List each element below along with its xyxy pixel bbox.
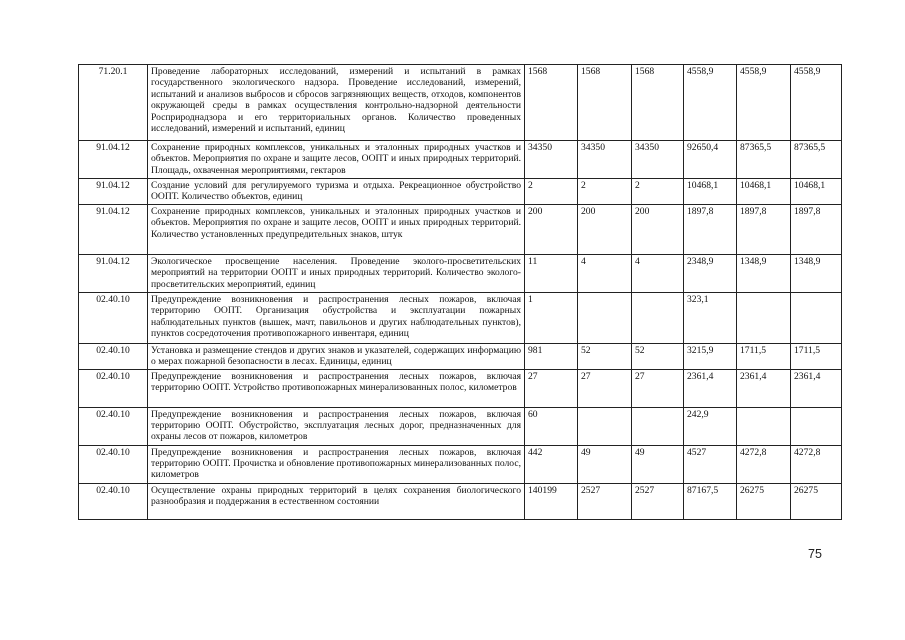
value-cell-4: 3215,9	[684, 343, 737, 369]
value-cell-2: 1568	[578, 65, 632, 141]
value-cell-3: 4	[632, 254, 684, 292]
value-cell-2: 27	[578, 369, 632, 407]
table-row	[79, 65, 842, 141]
value-cell-1: 27	[525, 369, 578, 407]
description-cell: Сохранение природных комплексов, уникальных и эталонных природных участков и объектов. Мероприятия по охране и защите лесов, ООПТ и иных природных территорий. Количество установленных предупредительных знаков, штук	[148, 204, 525, 254]
table-row	[79, 141, 842, 179]
value-cell-5: 2361,4	[737, 369, 791, 407]
okved-code-cell: 02.40.10	[79, 445, 148, 483]
description-cell: Установка и размещение стендов и других знаков и указателей, содержащих информацию о мерах пожарной безопасности в лесах. Единицы, единиц	[148, 343, 525, 369]
description-cell: Предупреждение возникновения и распространения лесных пожаров, включая территорию ООПТ. Организация обустройства и эксплуатации пожарных наблюдательных пунктов (вышек, мачт, павильонов и других наблюдательных пунктов), пунктов сосредоточения противопожарного инвентаря, единиц	[148, 292, 525, 343]
value-cell-6: 1348,9	[791, 254, 842, 292]
okved-code-cell: 02.40.10	[79, 407, 148, 445]
okved-code-cell: 91.04.12	[79, 141, 148, 179]
okved-code-cell: 91.04.12	[79, 254, 148, 292]
table-row	[79, 254, 842, 292]
value-cell-1: 1	[525, 292, 578, 343]
description-cell: Предупреждение возникновения и распространения лесных пожаров, включая территорию ООПТ. Обустройство, эксплуатация лесных дорог, предназначенных для охраны лесов от пожаров, километров	[148, 407, 525, 445]
value-cell-2: 200	[578, 204, 632, 254]
value-cell-3: 27	[632, 369, 684, 407]
description-cell: Создание условий для регулируемого туризма и отдыха. Рекреационное обустройство ООПТ. Количество объектов, единиц	[148, 179, 525, 205]
value-cell-5	[737, 292, 791, 343]
value-cell-5	[737, 407, 791, 445]
table-row	[79, 204, 842, 254]
value-cell-4: 242,9	[684, 407, 737, 445]
value-cell-2: 52	[578, 343, 632, 369]
description-cell: Предупреждение возникновения и распространения лесных пожаров, включая территорию ООПТ. Устройство противопожарных минерализованных полос, километров	[148, 369, 525, 407]
value-cell-1: 981	[525, 343, 578, 369]
table-row	[79, 445, 842, 483]
value-cell-1: 11	[525, 254, 578, 292]
table-row	[79, 369, 842, 407]
value-cell-5: 1897,8	[737, 204, 791, 254]
okved-code-cell: 02.40.10	[79, 343, 148, 369]
value-cell-5: 4558,9	[737, 65, 791, 141]
value-cell-3	[632, 292, 684, 343]
value-cell-3: 52	[632, 343, 684, 369]
table-row	[79, 407, 842, 445]
value-cell-3: 2527	[632, 483, 684, 519]
value-cell-1: 60	[525, 407, 578, 445]
value-cell-6	[791, 292, 842, 343]
description-cell: Осуществление охраны природных территорий в целях сохранения биологического разнообразия и поддержания в естественном состоянии	[148, 483, 525, 519]
value-cell-1: 140199	[525, 483, 578, 519]
table-row	[79, 292, 842, 343]
value-cell-5: 1348,9	[737, 254, 791, 292]
okved-code-cell: 02.40.10	[79, 483, 148, 519]
description-cell: Проведение лабораторных исследований, измерений и испытаний в рамках государственного экологического надзора. Проведение исследований, измерений, испытаний и анализов выбросов и сбросов загрязняющих веществ, отходов, компонентов окружающей среды в рамках осуществления контрольно-надзорной деятельности Росприроднадзора и его территориальных органов. Количество проведенных исследований, измерений и испытаний, единиц	[148, 65, 525, 141]
value-cell-4: 323,1	[684, 292, 737, 343]
value-cell-4: 4527	[684, 445, 737, 483]
value-cell-4: 2361,4	[684, 369, 737, 407]
value-cell-2	[578, 292, 632, 343]
value-cell-2: 49	[578, 445, 632, 483]
value-cell-6	[791, 407, 842, 445]
value-cell-1: 1568	[525, 65, 578, 141]
value-cell-1: 34350	[525, 141, 578, 179]
value-cell-2: 2527	[578, 483, 632, 519]
okved-code-cell: 71.20.1	[79, 65, 148, 141]
table-row	[79, 343, 842, 369]
value-cell-6: 4558,9	[791, 65, 842, 141]
description-cell: Сохранение природных комплексов, уникальных и эталонных природных участков и объектов. Мероприятия по охране и защите лесов, ООПТ и иных природных территорий. Площадь, охваченная мероприятиями, гектаров	[148, 141, 525, 179]
value-cell-1: 2	[525, 179, 578, 205]
value-cell-3: 1568	[632, 65, 684, 141]
description-cell: Предупреждение возникновения и распространения лесных пожаров, включая территорию ООПТ. Прочистка и обновление противопожарных минерализованных полос, километров	[148, 445, 525, 483]
value-cell-2: 4	[578, 254, 632, 292]
value-cell-5: 10468,1	[737, 179, 791, 205]
value-cell-5: 26275	[737, 483, 791, 519]
value-cell-3: 49	[632, 445, 684, 483]
value-cell-3	[632, 407, 684, 445]
okved-code-cell: 91.04.12	[79, 204, 148, 254]
value-cell-4: 2348,9	[684, 254, 737, 292]
value-cell-2: 34350	[578, 141, 632, 179]
okved-code-cell: 91.04.12	[79, 179, 148, 205]
value-cell-5: 1711,5	[737, 343, 791, 369]
value-cell-6: 26275	[791, 483, 842, 519]
services-table	[78, 64, 842, 520]
value-cell-3: 34350	[632, 141, 684, 179]
value-cell-4: 1897,8	[684, 204, 737, 254]
value-cell-2	[578, 407, 632, 445]
value-cell-1: 200	[525, 204, 578, 254]
okved-code-cell: 02.40.10	[79, 292, 148, 343]
value-cell-5: 4272,8	[737, 445, 791, 483]
value-cell-4: 4558,9	[684, 65, 737, 141]
table-row	[79, 179, 842, 205]
value-cell-1: 442	[525, 445, 578, 483]
value-cell-6: 4272,8	[791, 445, 842, 483]
table-row	[79, 483, 842, 519]
value-cell-4: 87167,5	[684, 483, 737, 519]
value-cell-3: 2	[632, 179, 684, 205]
description-cell: Экологическое просвещение населения. Проведение эколого-просветительских мероприятий на территории ООПТ и иных природных территорий. Количество эколого-просветительских мероприятий, единиц	[148, 254, 525, 292]
page-number: 75	[808, 547, 822, 561]
table-body	[79, 65, 842, 520]
value-cell-6: 2361,4	[791, 369, 842, 407]
value-cell-6: 1711,5	[791, 343, 842, 369]
value-cell-2: 2	[578, 179, 632, 205]
value-cell-4: 10468,1	[684, 179, 737, 205]
value-cell-4: 92650,4	[684, 141, 737, 179]
value-cell-6: 10468,1	[791, 179, 842, 205]
value-cell-6: 1897,8	[791, 204, 842, 254]
value-cell-5: 87365,5	[737, 141, 791, 179]
value-cell-6: 87365,5	[791, 141, 842, 179]
value-cell-3: 200	[632, 204, 684, 254]
okved-code-cell: 02.40.10	[79, 369, 148, 407]
